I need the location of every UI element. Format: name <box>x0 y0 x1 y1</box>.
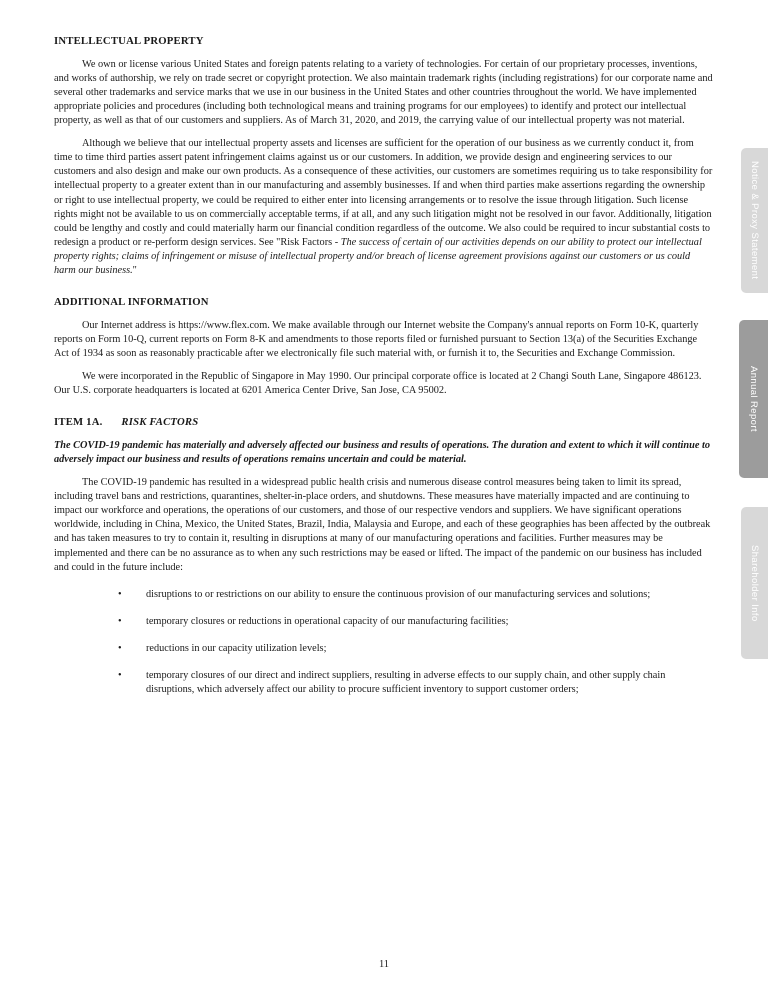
paragraph-ip-2-normal: Although we believe that our intellectual property assets and licenses are sufficient for the operation of our business as we currently conduct it, from time to time third parties assert patent infringement claims against us or our customers. In addition, we provide design and engineering services to our customers and also design and make our own products. As a consequence of these activities, our customers are sometimes requiring us to take responsibility for intellectual property to a greater extent than in our manufacturing and assembly businesses. If and when third parties make assertions regarding the ownership or right to use intellectual property, we could be required to either enter into licensing arrangements or to resolve the issue through litigation. Such license rights might not be available to us on commercially acceptable terms, if at all, and any such litigation might not be resolved in our favor. Additionally, litigation could be lengthy and costly and could materially harm our financial condition regardless of the outcome. We also could be required to incur substantial costs to redesign a product or re-perform design services. See "Risk Factors - <box>54 138 713 248</box>
section-heading-intellectual-property: INTELLECTUAL PROPERTY <box>54 35 204 47</box>
list-item <box>54 588 713 602</box>
risk-lead-paragraph: The COVID-19 pandemic has materially and adversely affected our business and results of operations. The duration and extent to which it will continue to adversely impact our business and results of operations remains uncertain and could be material. <box>54 439 710 465</box>
bullet-marker: • <box>118 669 122 681</box>
bullet-marker: • <box>118 615 122 627</box>
list-item <box>54 642 713 656</box>
document-body <box>54 34 713 710</box>
paragraph-ip-2 <box>54 137 713 278</box>
page-number: 11 <box>378 959 390 970</box>
bullet-text: temporary closures or reductions in operational capacity of our manufacturing facilities; <box>146 615 509 627</box>
paragraph-risk-1: The COVID-19 pandemic has resulted in a widespread public health crisis and numerous disease control measures being taken to limit its spread, including travel bans and restrictions, quarantines, shelter-in-place orders, and shutdowns. These measures have materially impacted and are continuing to impact our workforce and operations, the operations of our customers, and those of our respective vendors and suppliers. We have significant operations worldwide, including in China, Mexico, the United States, Brazil, India, Malaysia and Europe, and each of these geographies has been affected by the outbreak and has taken measures to try to contain it, resulting in disruptions at many of our manufacturing operations and facilities. Further measures may be implemented and there can be no assurance as to when any such restrictions may be eased or lifted. The impact of the pandemic on our business has included and could in the future include: <box>54 477 711 573</box>
bullet-marker: • <box>118 642 122 654</box>
tab-notice-proxy-statement-label: Notice & Proxy Statement <box>749 161 760 280</box>
bullet-marker: • <box>118 588 122 600</box>
paragraph-info-2: We were incorporated in the Republic of Singapore in May 1990. Our principal corporate office is located at 2 Changi South Lane, Singapore 486123. Our U.S. corporate headquarters is located at 6201 America Center Drive, San Jose, CA 95002. <box>54 371 702 397</box>
list-item <box>54 615 713 629</box>
bullet-text: disruptions to or restrictions on our ability to ensure the continuous provision of our manufacturing services and solutions; <box>146 588 651 600</box>
paragraph-info-1: Our Internet address is https://www.flex.com. We make available through our Internet website the Company's annual reports on Form 10-K, quarterly reports on Form 10-Q, current reports on Form 8-K and amendments to those reports filed or furnished pursuant to Section 13(a) of the Securities Exchange Act of 1934 as soon as reasonably practicable after we electronically file such material with, or furnish it to, the Securities and Exchange Commission. <box>54 319 699 359</box>
tab-annual-report-label: Annual Report <box>748 366 759 432</box>
paragraph-ip-2-italic: The success of certain of our activities depends on our ability to protect our intellectual property rights; claims of infringement or misuse of intellectual property and/or breach of license agreement provisions against our customers or us could harm our business. <box>54 236 702 276</box>
item-1a-label: ITEM 1A. <box>54 416 103 429</box>
list-item <box>54 669 713 697</box>
item-1a-title: RISK FACTORS <box>121 416 199 429</box>
paragraph-ip-2-close-quote: " <box>132 264 137 276</box>
tab-annual-report[interactable] <box>739 320 768 478</box>
bullet-text: temporary closures of our direct and indirect suppliers, resulting in adverse effects to our supply chain, and other supply chain disruptions, which adversely affect our ability to procure sufficient inventory to support customer orders; <box>146 669 666 696</box>
tab-notice-proxy-statement[interactable] <box>741 148 768 293</box>
tab-shareholder-info-label: Shareholder Info <box>749 544 760 622</box>
item-1a-heading <box>54 415 713 430</box>
section-heading-additional-information: ADDITIONAL INFORMATION <box>54 296 209 309</box>
paragraph-ip-1: We own or license various United States and foreign patents relating to a variety of technologies. For certain of our proprietary processes, inventions, and works of authorship, we rely on trade secret or copyright protection. We also maintain trademark rights (including registrations) for our corporate name and several other trademarks and service marks that we use in our business in the United States and other countries throughout the world. We have implemented appropriate policies and procedures (including both technological means and training programs for our employees) to identify and protect our intellectual property, as well as that of our customers and suppliers. As of March 31, 2020, and 2019, the carrying value of our intellectual property was not material. <box>54 58 713 127</box>
risk-bullet-list <box>54 588 713 697</box>
tab-shareholder-info[interactable] <box>741 507 768 659</box>
bullet-text: reductions in our capacity utilization levels; <box>146 642 327 654</box>
